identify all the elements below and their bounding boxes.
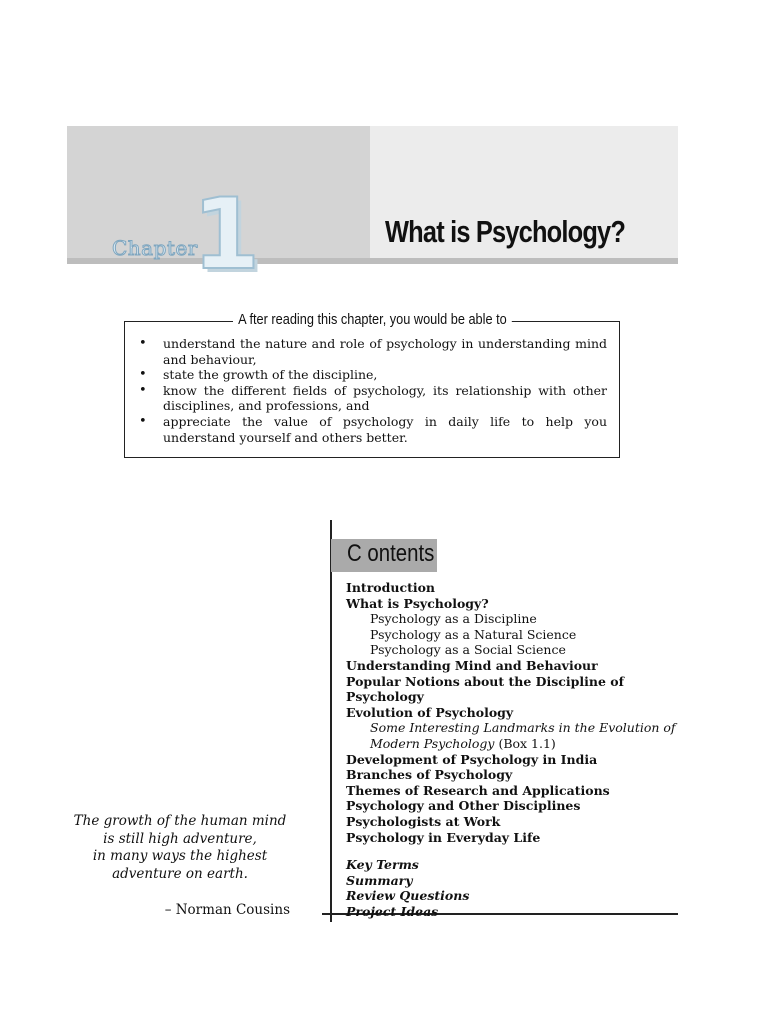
- toc-box-title: Some Interesting Landmarks in the Evolution of Modern Psychology: [370, 720, 676, 751]
- objectives-list: [139, 336, 607, 445]
- toc-box-number: (Box 1.1): [498, 735, 556, 751]
- objective-item: • know the different fields of psychology, its relationship with other disciplines, and professions, and: [139, 383, 607, 414]
- chapter-number: 1: [192, 178, 261, 292]
- toc-item: Popular Notions about the Discipline of Psychology: [346, 673, 625, 705]
- objective-item: • understand the nature and role of psychology in understanding mind and behaviour,: [139, 336, 607, 367]
- contents-vertical-rule: [330, 520, 332, 922]
- epigraph-quote: [60, 813, 300, 883]
- toc-subitem: Psychology as a Social Science: [370, 642, 566, 658]
- quote-line: in many ways the highest: [92, 848, 268, 865]
- toc-item: Development of Psychology in India: [346, 751, 598, 767]
- toc-item: Introduction: [346, 580, 436, 595]
- toc-item: Themes of Research and Applications: [346, 782, 610, 798]
- objective-item: • state the growth of the discipline,: [139, 367, 607, 383]
- page-title: What is Psychology?: [385, 214, 626, 249]
- objective-item: • appreciate the value of psychology in daily life to help you understand yourself and others better.: [139, 414, 607, 445]
- toc-item: Evolution of Psychology: [346, 704, 514, 720]
- toc-item: What is Psychology?: [346, 595, 489, 611]
- quote-line: The growth of the human mind: [73, 813, 287, 829]
- quote-author: – Norman Cousins: [164, 902, 290, 918]
- toc-item: Branches of Psychology: [346, 767, 513, 783]
- toc-item: Psychologists at Work: [346, 813, 501, 829]
- toc-end-item: Project Ideas: [346, 903, 439, 919]
- toc-subitem: Psychology as a Natural Science: [370, 626, 577, 642]
- toc-spacer: [346, 845, 681, 857]
- toc-item: Psychology in Everyday Life: [346, 829, 541, 845]
- toc-item: Psychology and Other Disciplines: [346, 798, 581, 814]
- toc-end-item: Summary: [346, 872, 413, 888]
- toc-box-item: [346, 720, 681, 751]
- objectives-heading: A fter reading this chapter, you would be able to: [233, 311, 512, 328]
- chapter-label: Chapter: [112, 236, 198, 260]
- quote-line: adventure on earth.: [112, 865, 248, 882]
- toc-end-item: Review Questions: [346, 888, 470, 904]
- toc-end-item: Key Terms: [346, 857, 419, 873]
- contents-heading: C ontents: [347, 540, 435, 567]
- table-of-contents: [346, 580, 681, 919]
- toc-subitem: Psychology as a Discipline: [370, 611, 537, 627]
- quote-line: is still high adventure,: [103, 830, 257, 847]
- toc-item: Understanding Mind and Behaviour: [346, 657, 598, 673]
